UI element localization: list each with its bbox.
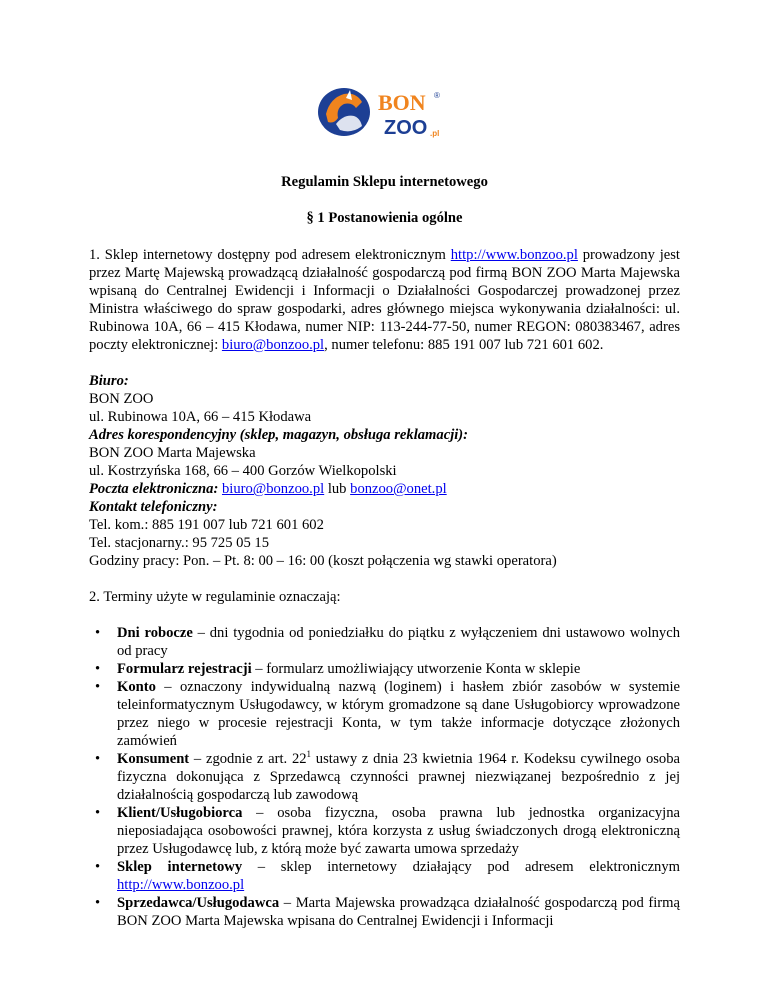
- term-definition: – Marta Majewska prowadząca działalność gospodarczą pod firmą BON ZOO Marta Majewska wpisana do Centralnej Ewidencji i Informacji: [117, 895, 680, 929]
- term-definition-b: ustawy z dnia 23 kwietnia 1964 r. Kodeksu cywilnego osoba fizyczna dokonująca z Sprzedawcą czynności prawnej niezwiązanej bezpośrednio z jej działalnością gospodarczą lub zawodową: [117, 751, 680, 803]
- document-title: Regulamin Sklepu internetowego: [281, 174, 488, 190]
- list-item: [89, 750, 680, 804]
- paragraph-1-text-a: 1. Sklep internetowy dostępny pod adresem elektronicznym: [89, 247, 451, 263]
- term-name: Konto: [117, 679, 156, 695]
- term-definition: – formularz umożliwiający utworzenie Konta w sklepie: [251, 661, 581, 677]
- term-definition: – oznaczony indywidualną nazwą (loginem) i hasłem zbiór zasobów w systemie teleinformatycznym Usługodawcy, w którym gromadzone są dane Usługobiorcy wprowadzone przez niego w procesie rejestracji Konta, w tym także informacje dotyczące złożonych zamówień: [117, 679, 680, 749]
- logo-bon-text: BON: [378, 90, 426, 115]
- office-label: Biuro:: [89, 373, 129, 389]
- list-item: [89, 804, 680, 858]
- term-name: Klient/Usługobiorca: [117, 805, 243, 821]
- email-separator: lub: [324, 481, 351, 497]
- correspondence-address: ul. Kostrzyńska 168, 66 – 400 Gorzów Wielkopolski: [89, 463, 397, 479]
- email-label: Poczta elektroniczna:: [89, 481, 219, 497]
- footnote-superscript: 1: [306, 749, 312, 760]
- bullet-icon: •: [95, 679, 101, 695]
- terms-list: [89, 624, 680, 930]
- landline-phone: Tel. stacjonarny.: 95 725 05 15: [89, 535, 270, 551]
- paragraph-1: [89, 246, 680, 354]
- term-name: Sprzedawca/Usługodawca: [117, 895, 280, 911]
- correspondence-label: Adres korespondencyjny (sklep, magazyn, obsługa reklamacji):: [89, 427, 469, 443]
- list-item: [89, 660, 680, 678]
- bullet-icon: •: [95, 661, 101, 677]
- bonzoo-logo: [316, 84, 456, 140]
- document-content: [89, 172, 680, 930]
- bullet-icon: •: [95, 751, 101, 767]
- mobile-phone: Tel. kom.: 885 191 007 lub 721 601 602: [89, 517, 324, 533]
- logo-pl-text: .pl: [430, 129, 440, 138]
- bullet-icon: •: [95, 625, 101, 641]
- term-name: Dni robocze: [117, 625, 193, 641]
- office-address: ul. Rubinowa 10A, 66 – 415 Kłodawa: [89, 409, 312, 425]
- term-name: Sklep internetowy: [117, 859, 243, 875]
- shop-website-link[interactable]: http://www.bonzoo.pl: [117, 877, 245, 893]
- bullet-icon: •: [95, 805, 101, 821]
- email-link-1[interactable]: biuro@bonzoo.pl: [221, 481, 325, 497]
- phone-label: Kontakt telefoniczny:: [89, 499, 218, 515]
- website-link[interactable]: http://www.bonzoo.pl: [450, 247, 578, 263]
- logo-registered-mark: ®: [434, 91, 440, 100]
- bullet-icon: •: [95, 895, 101, 911]
- term-definition: – sklep internetowy działający pod adresem elektronicznym: [242, 859, 680, 875]
- email-link-biuro[interactable]: biuro@bonzoo.pl: [221, 337, 325, 353]
- correspondence-name: BON ZOO Marta Majewska: [89, 445, 256, 461]
- list-item: [89, 894, 680, 930]
- logo-zoo-text: ZOO: [384, 117, 428, 139]
- term-definition: – dni tygodnia od poniedziałku do piątku z wyłączeniem dni ustawowo wolnych od pracy: [117, 625, 681, 659]
- section-1-title: § 1 Postanowienia ogólne: [306, 210, 463, 226]
- list-item: [89, 624, 680, 660]
- paragraph-1-text-b: prowadzony jest przez Martę Majewską prowadzącą działalność gospodarczą pod firmą BON ZOO Marta Majewska wpisaną do Centralnej Ewidencji i Informacji o Działalności Gospodarczej prowadzonej przez Ministra właściwego do spraw gospodarki, adres głównego miejsca wykonywania działalności: ul. Rubinowa 10A, 66 – 415 Kłodawa, numer NIP: 113-244-77-50, numer REGON: 080383467, adres poczty elektronicznej:: [89, 247, 680, 353]
- term-name: Konsument: [117, 751, 190, 767]
- terms-intro: 2. Terminy użyte w regulaminie oznaczają:: [89, 589, 341, 605]
- email-line: [89, 480, 680, 498]
- term-definition-a: – zgodnie z art. 22: [189, 751, 307, 767]
- bullet-icon: •: [95, 859, 101, 875]
- list-item: [89, 858, 680, 894]
- contact-block: [89, 372, 680, 570]
- office-name: BON ZOO: [89, 391, 154, 407]
- term-name: Formularz rejestracji: [117, 661, 252, 677]
- list-item: [89, 678, 680, 750]
- paragraph-1-text-c: , numer telefonu: 885 191 007 lub 721 601 602.: [324, 337, 604, 353]
- email-link-2[interactable]: bonzoo@onet.pl: [350, 481, 447, 497]
- term-definition: – osoba fizyczna, osoba prawna lub jednostka organizacyjna nieposiadająca osobowości prawnej, która korzysta z usług świadczonych drogą elektroniczną przez Usługodawcę lub, z którą może być zawarta umowa sprzedaży: [117, 805, 680, 857]
- working-hours: Godziny pracy: Pon. – Pt. 8: 00 – 16: 00 (koszt połączenia wg stawki operatora): [89, 553, 557, 569]
